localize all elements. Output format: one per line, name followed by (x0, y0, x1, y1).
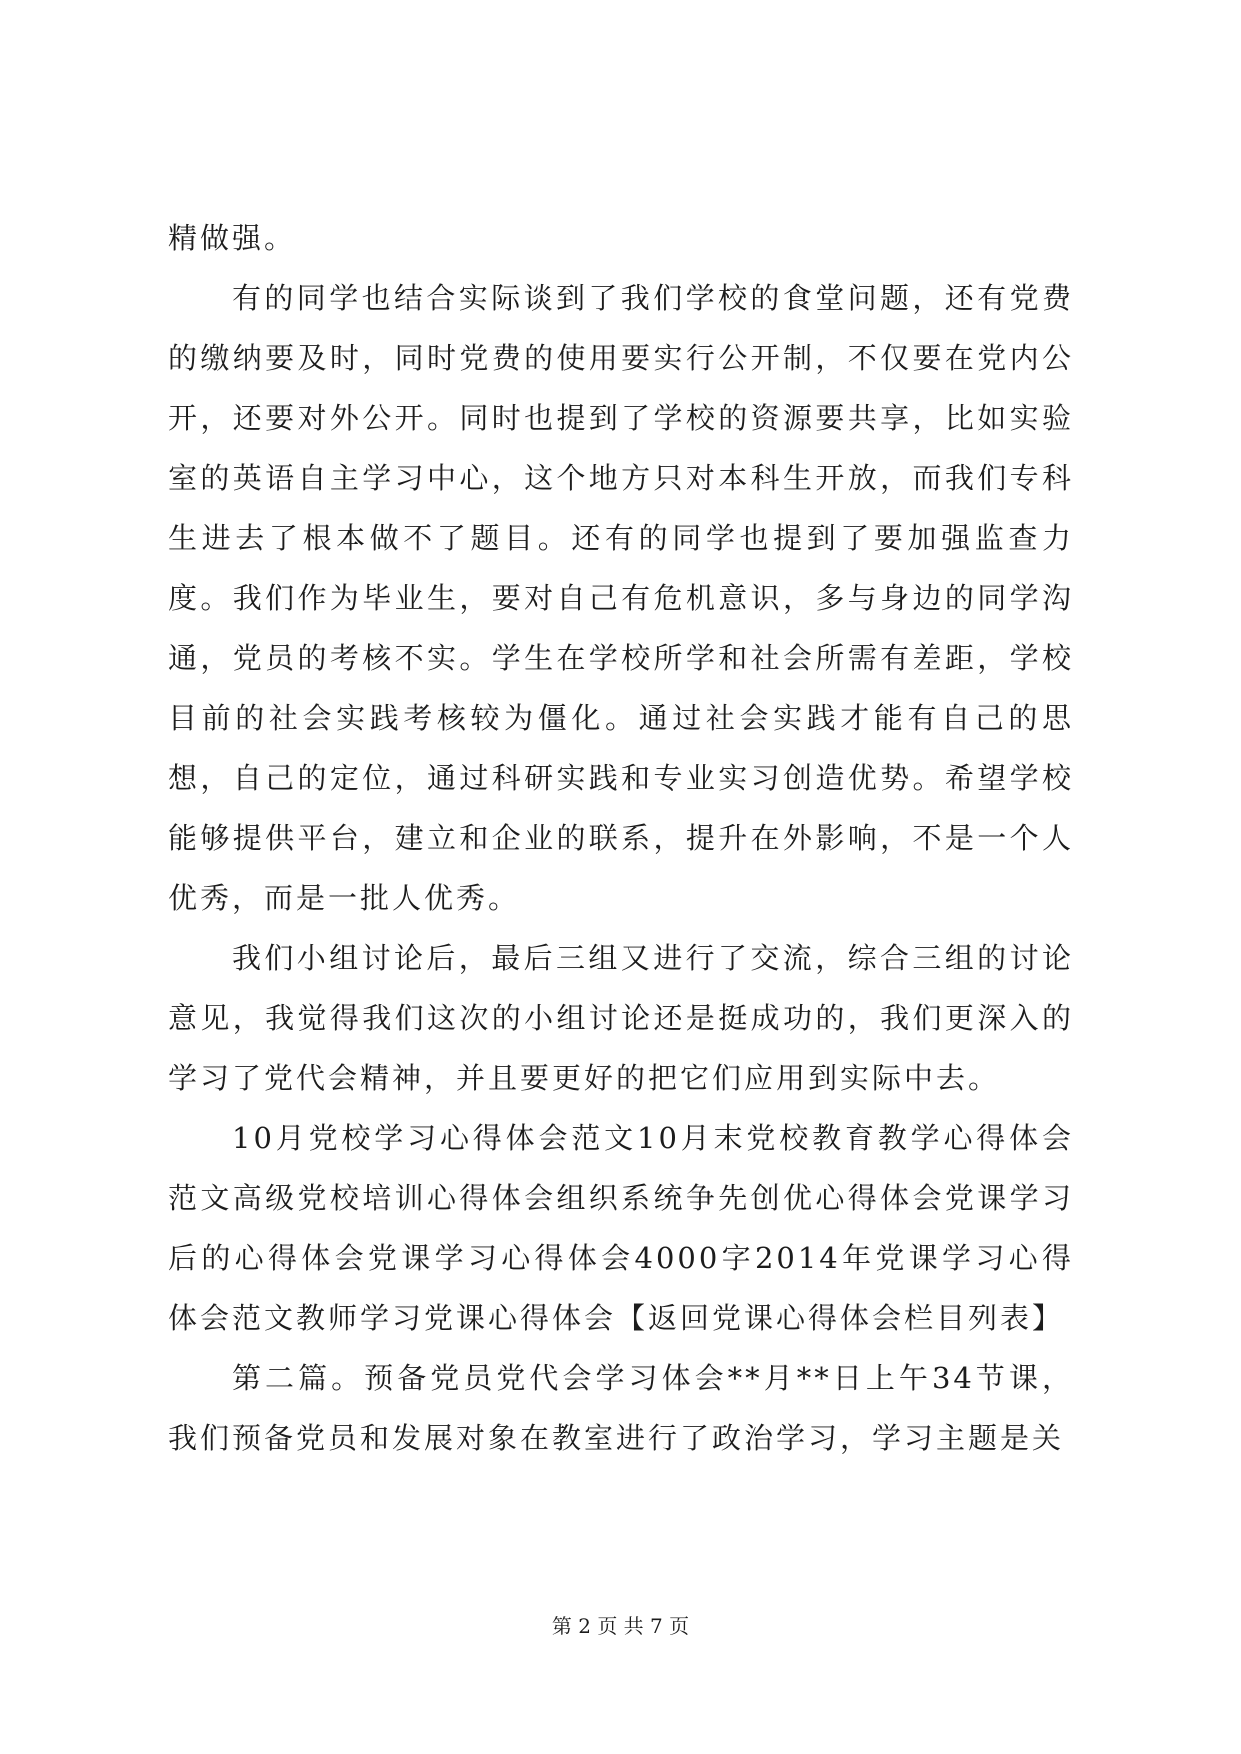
paragraph-student-opinions: 有的同学也结合实际谈到了我们学校的食堂问题，还有党费的缴纳要及时，同时党费的使用要实行公开制，不仅要在党内公开，还要对外公开。同时也提到了学校的资源要共享，比如实验室的英语自主学习中心，这个地方只对本科生开放，而我们专科生进去了根本做不了题目。还有的同学也提到了要加强监查力度。我们作为毕业生，要对自己有危机意识，多与身边的同学沟通，党员的考核不实。学生在学校所学和社会所需有差距，学校目前的社会实践考核较为僵化。通过社会实践才能有自己的思想，自己的定位，通过科研实践和专业实习创造优势。希望学校能够提供平台，建立和企业的联系，提升在外影响，不是一个人优秀，而是一批人优秀。 (168, 281, 1074, 915)
paragraph-second-article: 第二篇。预备党员党代会学习体会**月**日上午34节课，我们预备党员和发展对象在教室进行了政治学习，学习主题是关 (168, 1361, 1074, 1455)
document-body (168, 208, 1074, 1468)
paragraph-group-discussion: 我们小组讨论后，最后三组又进行了交流，综合三组的讨论意见，我觉得我们这次的小组讨论还是挺成功的，我们更深入的学习了党代会精神，并且要更好的把它们应用到实际中去。 (168, 941, 1074, 1095)
page-footer: 第 2 页 共 7 页 (551, 1614, 690, 1638)
paragraph-related-links: 10月党校学习心得体会范文10月末党校教育教学心得体会范文高级党校培训心得体会组织系统争先创优心得体会党课学习后的心得体会党课学习心得体会4000字2014年党课学习心得体会范文教师学习党课心得体会【返回党课心得体会栏目列表】 (168, 1121, 1074, 1335)
paragraph-continuation: 精做强。 (168, 221, 297, 255)
